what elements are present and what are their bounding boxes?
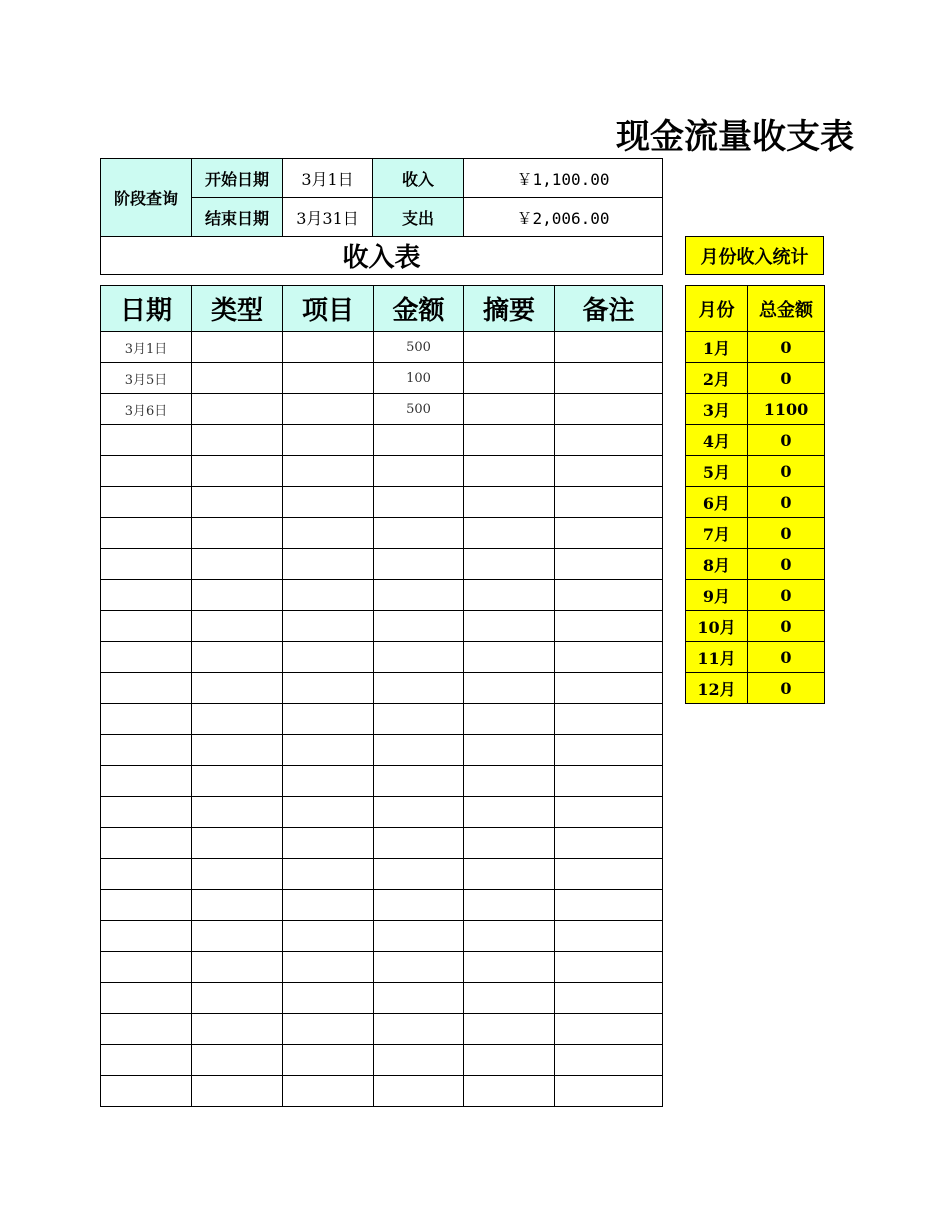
cell-type[interactable] [192,518,283,549]
cell-date[interactable]: 3月1日 [101,332,192,363]
cell-item[interactable] [283,1045,374,1076]
cell-remark[interactable] [555,549,663,580]
column-header-summary: 摘要 [464,286,555,332]
cell-summary[interactable] [464,1045,555,1076]
cell-remark[interactable] [555,394,663,425]
cell-date[interactable] [101,704,192,735]
column-header-date: 日期 [101,286,192,332]
cell-summary[interactable] [464,611,555,642]
table-row [101,859,663,890]
monthly-row [686,611,825,642]
cell-remark[interactable] [555,1076,663,1107]
cell-item[interactable] [283,394,374,425]
table-row [101,828,663,859]
cell-date[interactable] [101,952,192,983]
cell-amount[interactable] [374,983,464,1014]
cell-month[interactable]: 6月 [686,487,748,518]
cell-amount[interactable] [374,952,464,983]
cell-summary[interactable] [464,394,555,425]
cell-item[interactable] [283,425,374,456]
cell-date[interactable] [101,766,192,797]
cell-amount[interactable] [374,766,464,797]
cell-amount[interactable] [374,828,464,859]
cell-month[interactable]: 1月 [686,332,748,363]
cell-summary[interactable] [464,425,555,456]
cell-amount[interactable] [374,425,464,456]
cell-remark[interactable] [555,425,663,456]
cell-summary[interactable] [464,952,555,983]
cell-item[interactable] [283,549,374,580]
monthly-row [686,425,825,456]
cell-amount[interactable] [374,1076,464,1107]
column-header-item: 项目 [283,286,374,332]
cell-remark[interactable] [555,828,663,859]
cell-amount[interactable] [374,1045,464,1076]
cell-type[interactable] [192,1014,283,1045]
cell-date[interactable] [101,1014,192,1045]
cell-summary[interactable] [464,580,555,611]
cell-amount[interactable]: 100 [374,363,464,394]
end-date-cell[interactable]: 3月31日 [283,198,373,237]
monthly-stats-header-row [686,286,825,332]
cell-summary[interactable] [464,735,555,766]
cell-month[interactable]: 9月 [686,580,748,611]
cell-amount[interactable] [374,673,464,704]
cell-month[interactable]: 3月 [686,394,748,425]
cell-item[interactable] [283,1076,374,1107]
cell-type[interactable] [192,828,283,859]
cell-date[interactable] [101,921,192,952]
cell-total[interactable]: 0 [748,611,825,642]
cell-remark[interactable] [555,1045,663,1076]
cell-amount[interactable] [374,456,464,487]
table-row [101,518,663,549]
cell-summary[interactable] [464,487,555,518]
cell-total[interactable]: 0 [748,363,825,394]
cell-amount[interactable] [374,518,464,549]
cell-month[interactable]: 12月 [686,673,748,704]
table-row [101,797,663,828]
cell-date[interactable] [101,549,192,580]
cell-date[interactable] [101,735,192,766]
cell-date[interactable] [101,1076,192,1107]
cell-summary[interactable] [464,456,555,487]
cell-total[interactable]: 0 [748,518,825,549]
cell-amount[interactable] [374,611,464,642]
cell-date[interactable]: 3月5日 [101,363,192,394]
cell-remark[interactable] [555,766,663,797]
cell-remark[interactable] [555,518,663,549]
cell-remark[interactable] [555,797,663,828]
table-row [101,983,663,1014]
cell-remark[interactable] [555,952,663,983]
table-row [101,549,663,580]
column-header-month: 月份 [686,286,748,332]
cell-amount[interactable] [374,642,464,673]
cell-summary[interactable] [464,890,555,921]
cell-summary[interactable] [464,1014,555,1045]
monthly-row [686,642,825,673]
cell-summary[interactable] [464,983,555,1014]
cell-amount[interactable] [374,580,464,611]
table-row [101,921,663,952]
cell-item[interactable] [283,673,374,704]
cell-total[interactable]: 0 [748,332,825,363]
cell-type[interactable] [192,952,283,983]
cell-type[interactable] [192,549,283,580]
cell-summary[interactable] [464,642,555,673]
table-row [101,1076,663,1107]
cell-total[interactable]: 0 [748,549,825,580]
cell-summary[interactable] [464,859,555,890]
cell-type[interactable] [192,332,283,363]
cell-summary[interactable] [464,828,555,859]
cell-item[interactable] [283,518,374,549]
cell-item[interactable] [283,797,374,828]
table-row [101,394,663,425]
cell-date[interactable] [101,518,192,549]
cell-amount[interactable] [374,487,464,518]
column-header-type: 类型 [192,286,283,332]
cell-item[interactable] [283,580,374,611]
cell-month[interactable]: 4月 [686,425,748,456]
monthly-row [686,673,825,704]
cell-amount[interactable]: 500 [374,332,464,363]
income-section-title: 收入表 [101,237,663,275]
cell-type[interactable] [192,673,283,704]
cell-item[interactable] [283,363,374,394]
column-header-amount: 金额 [374,286,464,332]
cell-total[interactable]: 0 [748,487,825,518]
monthly-stats-title: 月份收入统计 [686,237,824,275]
end-date-label: 结束日期 [192,198,283,237]
cell-item[interactable] [283,642,374,673]
cell-summary[interactable] [464,704,555,735]
expense-total-label: 支出 [373,198,464,237]
cell-remark[interactable] [555,363,663,394]
cell-item[interactable] [283,766,374,797]
cell-remark[interactable] [555,456,663,487]
cell-type[interactable] [192,642,283,673]
cell-date[interactable] [101,1045,192,1076]
cell-total[interactable]: 0 [748,642,825,673]
cell-amount[interactable] [374,859,464,890]
cell-remark[interactable] [555,673,663,704]
cell-type[interactable] [192,983,283,1014]
cell-date[interactable] [101,983,192,1014]
cell-date[interactable] [101,580,192,611]
table-row [101,735,663,766]
cell-item[interactable] [283,921,374,952]
expense-total-value: ￥2,006.00 [464,198,663,237]
cell-item[interactable] [283,332,374,363]
cell-type[interactable] [192,425,283,456]
cell-item[interactable] [283,735,374,766]
cell-item[interactable] [283,890,374,921]
cell-type[interactable] [192,735,283,766]
cell-date[interactable] [101,797,192,828]
table-row [101,642,663,673]
cell-summary[interactable] [464,549,555,580]
cell-date[interactable] [101,611,192,642]
monthly-row [686,518,825,549]
cell-total[interactable]: 0 [748,456,825,487]
table-row [101,890,663,921]
table-row [101,766,663,797]
cell-item[interactable] [283,859,374,890]
table-row [101,952,663,983]
cell-summary[interactable] [464,766,555,797]
cell-type[interactable] [192,704,283,735]
cell-month[interactable]: 7月 [686,518,748,549]
cell-total[interactable]: 1100 [748,394,825,425]
monthly-row [686,456,825,487]
cell-month[interactable]: 11月 [686,642,748,673]
cell-remark[interactable] [555,1014,663,1045]
income-table-header-row [101,286,663,332]
cell-summary[interactable] [464,518,555,549]
table-row [101,425,663,456]
cell-summary[interactable] [464,797,555,828]
sheet-title: 现金流量收支表 [616,117,854,157]
cell-remark[interactable] [555,611,663,642]
cell-remark[interactable] [555,332,663,363]
table-row [101,456,663,487]
cell-remark[interactable] [555,921,663,952]
cell-remark[interactable] [555,580,663,611]
cell-amount[interactable] [374,735,464,766]
period-query-summary [100,158,663,275]
cell-date[interactable] [101,828,192,859]
cell-remark[interactable] [555,983,663,1014]
cell-total[interactable]: 0 [748,673,825,704]
monthly-stats-table [685,285,825,704]
cell-type[interactable] [192,766,283,797]
table-row [101,487,663,518]
cell-amount[interactable] [374,890,464,921]
cell-date[interactable] [101,456,192,487]
cell-summary[interactable] [464,363,555,394]
cell-type[interactable] [192,859,283,890]
cell-type[interactable] [192,487,283,518]
cell-remark[interactable] [555,704,663,735]
cell-remark[interactable] [555,859,663,890]
cell-item[interactable] [283,983,374,1014]
monthly-row [686,487,825,518]
start-date-label: 开始日期 [192,159,283,198]
cell-item[interactable] [283,611,374,642]
cell-item[interactable] [283,952,374,983]
cell-type[interactable] [192,1045,283,1076]
cell-date[interactable] [101,642,192,673]
cell-type[interactable] [192,363,283,394]
income-total-value: ￥1,100.00 [464,159,663,198]
cell-type[interactable] [192,890,283,921]
cell-item[interactable] [283,456,374,487]
cell-summary[interactable] [464,921,555,952]
cell-amount[interactable] [374,549,464,580]
monthly-row [686,580,825,611]
cell-total[interactable]: 0 [748,425,825,456]
cell-type[interactable] [192,611,283,642]
cell-summary[interactable] [464,673,555,704]
cell-amount[interactable]: 500 [374,394,464,425]
cell-type[interactable] [192,1076,283,1107]
cell-amount[interactable] [374,1014,464,1045]
cell-date[interactable] [101,859,192,890]
cell-item[interactable] [283,704,374,735]
start-date-cell[interactable]: 3月1日 [283,159,373,198]
cell-amount[interactable] [374,921,464,952]
table-row [101,332,663,363]
monthly-stats-title-box [685,236,824,275]
period-query-label: 阶段查询 [101,159,192,237]
table-row [101,363,663,394]
cell-type[interactable] [192,456,283,487]
table-row [101,704,663,735]
monthly-row [686,332,825,363]
cell-remark[interactable] [555,642,663,673]
cell-amount[interactable] [374,704,464,735]
monthly-row [686,363,825,394]
income-total-label: 收入 [373,159,464,198]
cell-total[interactable]: 0 [748,580,825,611]
cell-date[interactable] [101,425,192,456]
cell-type[interactable] [192,797,283,828]
cell-date[interactable] [101,890,192,921]
cell-type[interactable] [192,580,283,611]
cell-remark[interactable] [555,890,663,921]
cell-date[interactable] [101,673,192,704]
cell-item[interactable] [283,487,374,518]
cell-summary[interactable] [464,1076,555,1107]
column-header-total: 总金额 [748,286,825,332]
cell-month[interactable]: 10月 [686,611,748,642]
cell-month[interactable]: 8月 [686,549,748,580]
table-row [101,1014,663,1045]
cell-date[interactable] [101,487,192,518]
cell-month[interactable]: 5月 [686,456,748,487]
cell-item[interactable] [283,1014,374,1045]
cell-remark[interactable] [555,735,663,766]
table-row [101,611,663,642]
cell-item[interactable] [283,828,374,859]
monthly-row [686,549,825,580]
cell-type[interactable] [192,394,283,425]
income-table [100,285,663,1107]
table-row [101,1045,663,1076]
column-header-remark: 备注 [555,286,663,332]
cell-summary[interactable] [464,332,555,363]
cell-type[interactable] [192,921,283,952]
table-row [101,673,663,704]
monthly-row [686,394,825,425]
cell-amount[interactable] [374,797,464,828]
cell-remark[interactable] [555,487,663,518]
table-row [101,580,663,611]
cell-month[interactable]: 2月 [686,363,748,394]
cell-date[interactable]: 3月6日 [101,394,192,425]
